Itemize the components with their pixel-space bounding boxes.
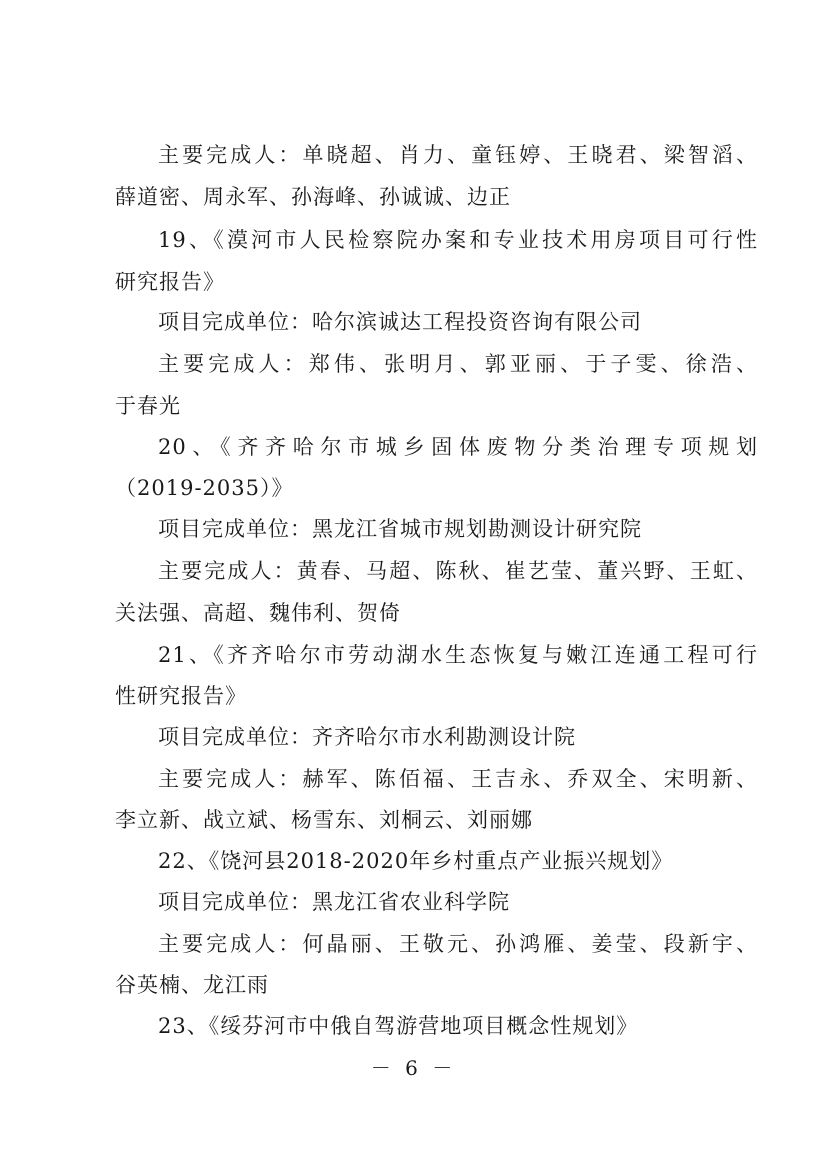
text-line-15: 项目完成单位：齐齐哈尔市水利勘测设计院 xyxy=(158,725,576,749)
text-line-20: 主要完成人：何晶丽、王敬元、孙鸿雁、姜莹、段新宇、 xyxy=(158,932,758,956)
text-line-6: 主要完成人：郑伟、张明月、郭亚丽、于子雯、徐浩、 xyxy=(158,352,758,376)
text-line-11: 主要完成人：黄春、马超、陈秋、崔艺莹、董兴野、王虹、 xyxy=(158,559,758,583)
text-line-4: 研究报告》 xyxy=(115,270,225,294)
text-line-9: （2019-2035）》 xyxy=(115,476,294,500)
text-line-7: 于春光 xyxy=(115,394,181,418)
text-line-1: 主要完成人：单晓超、肖力、童钰婷、王晓君、梁智滔、 xyxy=(158,143,758,167)
text-line-3: 19、《漠河市人民检察院办案和专业技术用房项目可行性 xyxy=(158,228,758,252)
text-line-8: 20、《齐齐哈尔市城乡固体废物分类治理专项规划 xyxy=(158,435,758,459)
text-line-17: 李立新、战立斌、杨雪东、刘桐云、刘丽娜 xyxy=(115,808,533,832)
text-line-10: 项目完成单位：黑龙江省城市规划勘测设计研究院 xyxy=(158,517,642,541)
text-line-14: 性研究报告》 xyxy=(115,684,247,708)
text-line-12: 关法强、高超、魏伟利、贺倚 xyxy=(115,601,401,625)
page-number: － 6 － xyxy=(370,1056,457,1080)
text-line-22: 23、《绥芬河市中俄自驾游营地项目概念性规划》 xyxy=(158,1014,639,1038)
text-line-21: 谷英楠、龙江雨 xyxy=(115,973,269,997)
text-line-13: 21、《齐齐哈尔市劳动湖水生态恢复与嫩江连通工程可行 xyxy=(158,643,758,667)
text-line-16: 主要完成人：赫军、陈佰福、王吉永、乔双全、宋明新、 xyxy=(158,767,758,791)
text-line-18: 22、《饶河县2018-2020年乡村重点产业振兴规划》 xyxy=(158,849,674,873)
text-line-2: 薛道密、周永军、孙海峰、孙诚诚、边正 xyxy=(115,185,511,209)
text-line-5: 项目完成单位：哈尔滨诚达工程投资咨询有限公司 xyxy=(158,310,642,334)
text-line-19: 项目完成单位：黑龙江省农业科学院 xyxy=(158,890,510,914)
